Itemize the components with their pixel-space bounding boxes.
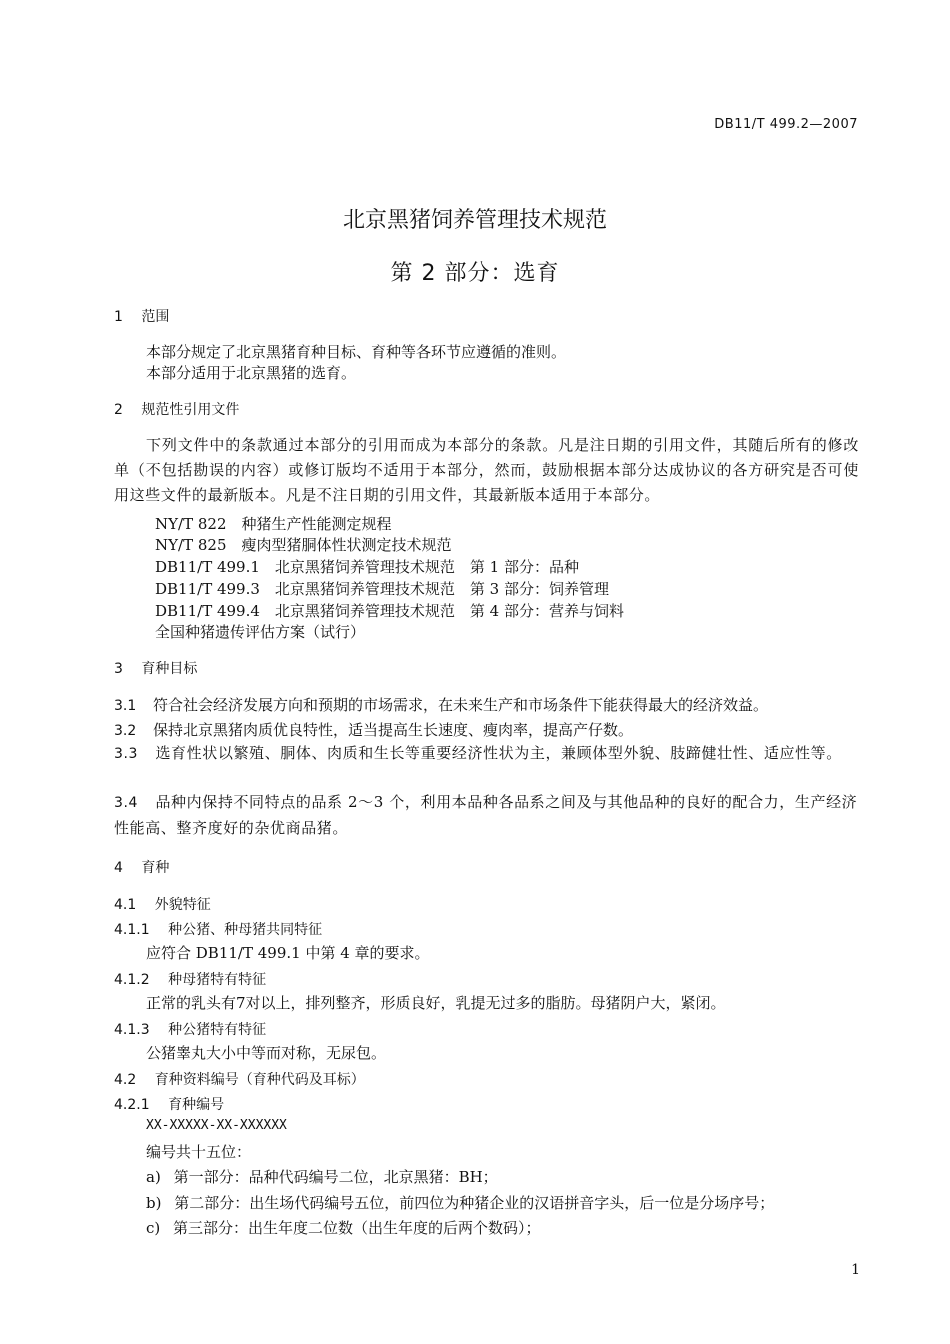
subsection-title: 外貌特征 [154, 897, 211, 913]
item-text: 保持北京黑猪肉质优良特性，适当提高生长速度、瘦肉率，提高产仔数。 [153, 721, 634, 739]
subsection-number: 4.1 [114, 897, 137, 913]
subsection-4-2-heading [114, 1069, 365, 1089]
goal-item-3-1 [114, 694, 768, 715]
section-title: 规范性引用文件 [141, 402, 240, 418]
item-text: 选育性状以繁殖、胴体、肉质和生长等重要经济性状为主，兼顾体型外貌、肢蹄健壮性、适应性等。 [155, 744, 842, 762]
subsection-number: 4.1.3 [114, 1022, 150, 1038]
subsection-4-2-1-heading [114, 1094, 224, 1114]
list-text: 第二部分：出生场代码编号五位，前四位为种猪企业的汉语拼音字头，后一位是分场序号； [174, 1194, 775, 1212]
subsection-title: 种公猪特有特征 [168, 1022, 267, 1038]
document-title: 北京黑猪饲养管理技术规范 [342, 208, 607, 233]
reference-item: DB11/T 499.1 北京黑猪饲养管理技术规范 第 1 部分：品种 [155, 558, 579, 576]
list-item [146, 1217, 541, 1238]
reference-item: NY/T 825 瘦肉型猪胴体性状测定技术规范 [155, 536, 452, 554]
goal-item-3-2 [114, 719, 633, 740]
code-format: XX-XXXXX-XX-XXXXXX [146, 1118, 287, 1133]
subsection-number: 4.2 [114, 1072, 137, 1088]
subsection-4-1-2-heading [114, 969, 266, 989]
reference-item: DB11/T 499.4 北京黑猪饲养管理技术规范 第 4 部分：营养与饲料 [155, 602, 624, 620]
section-number: 1 [114, 309, 123, 325]
subsection-title: 种公猪、种母猪共同特征 [168, 922, 323, 938]
section-title: 育种 [141, 860, 170, 876]
item-text: 符合社会经济发展方向和预期的市场需求，在未来生产和市场条件下能获得最大的经济效益。 [153, 696, 769, 714]
subsection-4-1-1-heading [114, 919, 322, 939]
section-1-heading [114, 306, 169, 326]
subsection-title: 育种资料编号（育种代码及耳标） [154, 1072, 365, 1088]
scope-paragraph-1: 本部分规定了北京黑猪育种目标、育种等各环节应遵循的准则。 [146, 343, 567, 361]
goal-item-3-3 [114, 741, 859, 767]
item-number: 3.4 [114, 795, 139, 811]
subsection-4-1-3-text: 公猪睾丸大小中等而对称，无尿包。 [146, 1044, 387, 1062]
section-title: 范围 [141, 309, 170, 325]
subsection-4-1-3-heading [114, 1019, 266, 1039]
list-item [146, 1192, 774, 1213]
list-item [146, 1166, 498, 1187]
goal-item-3-4 [114, 790, 859, 841]
subsection-title: 育种编号 [168, 1097, 225, 1113]
item-number: 3.1 [114, 698, 137, 714]
subsection-number: 4.2.1 [114, 1097, 150, 1113]
scope-paragraph-2: 本部分适用于北京黑猪的选育。 [146, 364, 357, 382]
document-subtitle: 第 2 部分：选育 [390, 261, 560, 286]
section-number: 3 [114, 661, 123, 677]
section-title: 育种目标 [141, 661, 198, 677]
list-text: 第三部分：出生年度二位数（出生年度的后两个数码）； [173, 1219, 541, 1237]
section-4-heading [114, 857, 169, 877]
section-number: 2 [114, 402, 123, 418]
subsection-number: 4.1.2 [114, 972, 150, 988]
reference-item: NY/T 822 种猪生产性能测定规程 [155, 515, 392, 533]
section-3-heading [114, 658, 197, 678]
list-label: b) [146, 1194, 162, 1212]
subsection-4-1-2-text: 正常的乳头有7对以上，排列整齐，形质良好，乳提无过多的脂肪。母猪阴户大，紧闭。 [146, 994, 726, 1012]
code-intro: 编号共十五位： [146, 1143, 252, 1161]
section-2-heading [114, 399, 239, 419]
references-paragraph: 下列文件中的条款通过本部分的引用而成为本部分的条款。凡是注日期的引用文件，其随后所有的修改单（不包括勘误的内容）或修订版均不适用于本部分，然而，鼓励根据本部分达成协议的各方研究是否可使用这些文件的最新版本。凡是不注日期的引用文件，其最新版本适用于本部分。 [114, 436, 859, 504]
subsection-title: 种母猪特有特征 [168, 972, 267, 988]
subsection-number: 4.1.1 [114, 922, 150, 938]
page-number: 1 [851, 1262, 860, 1278]
item-text: 品种内保持不同特点的品系 2～3 个，利用本品种各品系之间及与其他品种的良好的配合力，生产经济性能高、整齐度好的杂优商品猪。 [114, 793, 858, 837]
item-number: 3.2 [114, 723, 137, 739]
standard-number: DB11/T 499.2—2007 [714, 117, 858, 132]
reference-item: 全国种猪遗传评估方案（试行） [155, 623, 366, 641]
list-label: c) [146, 1219, 161, 1237]
subsection-4-1-1-text: 应符合 DB11/T 499.1 中第 4 章的要求。 [146, 944, 430, 962]
list-text: 第一部分：品种代码编号二位，北京黑猪：BH； [173, 1168, 498, 1186]
reference-item: DB11/T 499.3 北京黑猪饲养管理技术规范 第 3 部分：饲养管理 [155, 580, 609, 598]
section-number: 4 [114, 860, 123, 876]
item-number: 3.3 [114, 746, 139, 762]
list-label: a) [146, 1168, 161, 1186]
subsection-4-1-heading [114, 894, 211, 914]
